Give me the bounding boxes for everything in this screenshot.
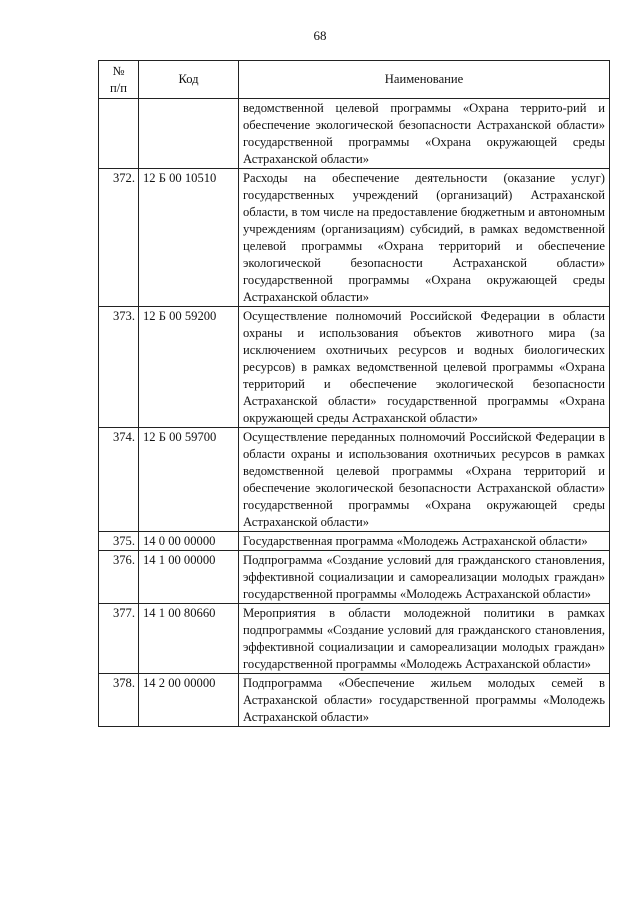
table-row — [99, 674, 610, 727]
table-row — [99, 532, 610, 551]
row-name: Подпрограмма «Создание условий для гражданского становления, эффективной социализации и самореализации молодых граждан» государственной программы «Молодежь Астраханской области» — [239, 551, 610, 604]
table-row — [99, 551, 610, 604]
row-name: Осуществление полномочий Российской Федерации в области охраны и использования объектов животного мира (за исключением охотничьих ресурсов и водных биологических ресурсов) в рамках ведомственной целевой программы «Охрана территорий и обеспечение экологической безопасности Астраханской области» государственной программы «Охрана окружающей среды Астраханской области» — [239, 307, 610, 428]
table-row — [99, 604, 610, 674]
header-name: Наименование — [239, 61, 610, 99]
row-number: 375. — [99, 532, 139, 551]
row-name: Государственная программа «Молодежь Астраханской области» — [239, 532, 610, 551]
header-code: Код — [139, 61, 239, 99]
row-name: Осуществление переданных полномочий Российской Федерации в области охраны и использования охотничьих ресурсов в рамках ведомственной целевой программы «Охрана территорий и обеспечение экологической безопасности Астраханской области» государственной программы «Охрана окружающей среды Астраханской области» — [239, 428, 610, 532]
row-name: Расходы на обеспечение деятельности (оказание услуг) государственных учреждений (организаций) Астраханской области, в том числе на предоставление бюджетным и автономным учреждениям (организациям) субсидий, в рамках ведомственной целевой программы «Охрана территорий и обеспечение экологической безопасности Астраханской области» государственной программы «Охрана окружающей среды Астраханской области» — [239, 169, 610, 307]
row-number: 376. — [99, 551, 139, 604]
row-name: Мероприятия в области молодежной политики в рамках подпрограммы «Создание условий для гражданского становления, эффективной социализации и самореализации молодых граждан» государственной программы «Молодежь Астраханской области» — [239, 604, 610, 674]
row-code: 14 1 00 80660 — [139, 604, 239, 674]
header-number — [99, 61, 139, 99]
table-header-row — [99, 61, 610, 99]
row-code: 12 Б 00 59200 — [139, 307, 239, 428]
table-row — [99, 99, 610, 169]
table-row — [99, 169, 610, 307]
table-row — [99, 307, 610, 428]
page-number: 68 — [313, 28, 327, 43]
row-name: Подпрограмма «Обеспечение жильем молодых семей в Астраханской области» государственной программы «Молодежь Астраханской области» — [239, 674, 610, 727]
row-code: 12 Б 00 10510 — [139, 169, 239, 307]
row-number: 378. — [99, 674, 139, 727]
budget-classification-table — [98, 60, 610, 727]
row-code: 14 0 00 00000 — [139, 532, 239, 551]
row-name: ведомственной целевой программы «Охрана террито-рий и обеспечение экологической безопасности Астраханской области» государственной программы «Охрана окружающей среды Астраханской области» — [239, 99, 610, 169]
table-row — [99, 428, 610, 532]
header-number-abbrev: п/п — [110, 80, 127, 95]
row-number: 377. — [99, 604, 139, 674]
row-code: 14 2 00 00000 — [139, 674, 239, 727]
row-code: 12 Б 00 59700 — [139, 428, 239, 532]
row-code: 14 1 00 00000 — [139, 551, 239, 604]
row-code — [139, 99, 239, 169]
row-number: 373. — [99, 307, 139, 428]
row-number — [99, 99, 139, 169]
row-number: 372. — [99, 169, 139, 307]
row-number: 374. — [99, 428, 139, 532]
header-number-sign: № — [112, 63, 125, 78]
